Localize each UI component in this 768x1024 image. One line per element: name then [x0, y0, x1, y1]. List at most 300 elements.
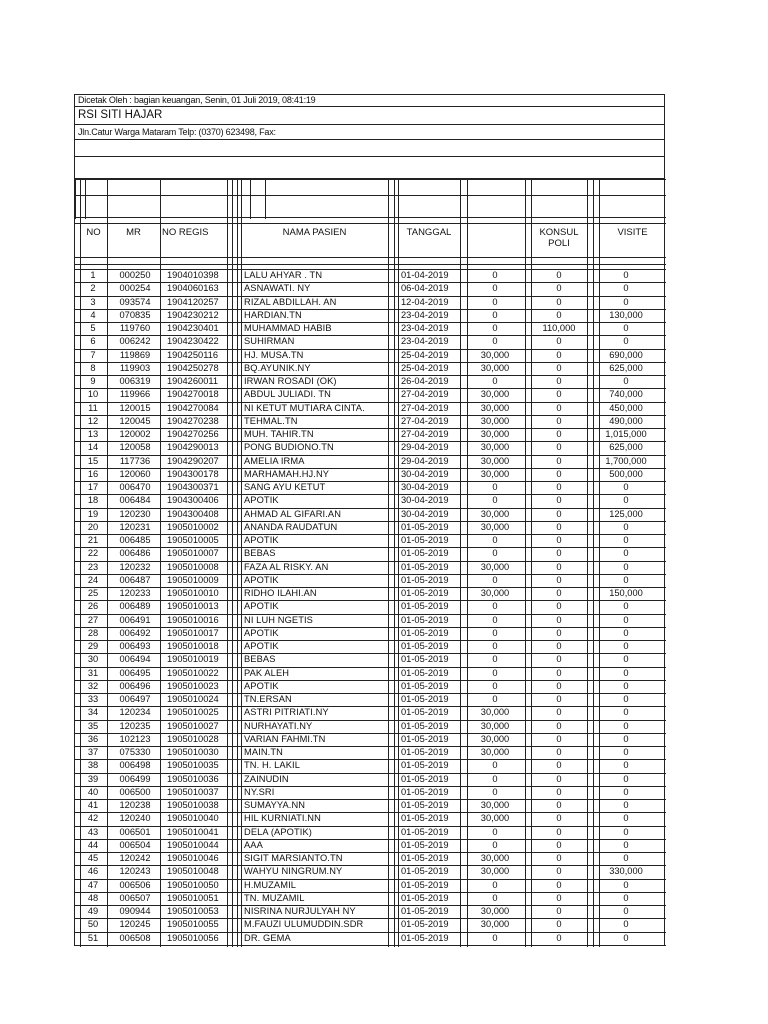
table-row: [75, 706, 666, 719]
cell-visite: 0: [623, 707, 629, 718]
cell-tanggal: 01-05-2019: [401, 574, 449, 585]
grid-line: [265, 179, 266, 219]
cell-tanggal: 01-05-2019: [401, 760, 449, 771]
cell-tanggal: 01-05-2019: [401, 641, 449, 651]
cell-mr: 006499: [119, 773, 151, 784]
cell-no-regis: 1904290013: [167, 442, 219, 453]
cell-konsul-poli: 0: [556, 654, 562, 665]
cell-nama-pasien: VARIAN FAHMI.TN: [244, 733, 326, 744]
cell-no: 5: [90, 323, 96, 333]
cell-konsul-poli: 0: [556, 720, 562, 731]
cell-konsul-poli: 0: [556, 415, 562, 426]
cell-nama-pasien: APOTIK: [244, 641, 279, 651]
cell-konsul: 0: [492, 574, 498, 585]
cell-konsul-poli: 0: [556, 309, 562, 320]
cell-konsul: 30,000: [480, 455, 510, 466]
cell-visite: 0: [623, 667, 629, 678]
cell-konsul: 0: [492, 323, 498, 333]
cell-tanggal: 30-04-2019: [401, 468, 449, 479]
cell-no: 34: [87, 707, 99, 718]
cell-konsul-poli: 0: [556, 521, 562, 532]
cell-tanggal: 01-05-2019: [401, 627, 449, 638]
cell-nama-pasien: HARDIAN.TN: [244, 309, 302, 320]
cell-mr: 006486: [119, 548, 151, 559]
cell-tanggal: 01-05-2019: [401, 786, 449, 797]
column-header-nama-pasien: NAMA PASIEN: [282, 227, 347, 238]
cell-konsul-poli: 0: [556, 362, 562, 373]
cell-konsul: 0: [492, 694, 498, 704]
cell-tanggal: 01-04-2019: [401, 270, 449, 280]
cell-nama-pasien: AMELIA IRMA: [244, 455, 305, 466]
cell-no: 14: [87, 442, 99, 453]
cell-nama-pasien: BEBAS: [244, 548, 276, 559]
cell-no: 29: [87, 641, 99, 651]
cell-visite: 0: [623, 296, 629, 307]
cell-mr: 006494: [119, 654, 151, 665]
grid-line: [75, 179, 666, 180]
cell-konsul-poli: 0: [556, 508, 562, 519]
cell-konsul-poli: 0: [556, 680, 562, 691]
cell-konsul: 30,000: [480, 561, 510, 572]
cell-konsul-poli: 0: [556, 919, 562, 930]
cell-mr: 000250: [119, 270, 151, 280]
cell-visite: 0: [623, 813, 629, 824]
cell-mr: 006319: [119, 376, 151, 386]
cell-no-regis: 1904230212: [167, 309, 219, 320]
column-header-konsul-line: KONSUL: [539, 227, 579, 238]
cell-no-regis: 1904270084: [167, 402, 219, 413]
cell-mr: 120238: [119, 800, 151, 810]
cell-nama-pasien: HIL KURNIATI.NN: [244, 813, 321, 824]
cell-mr: 070835: [119, 309, 151, 320]
cell-konsul: 30,000: [480, 720, 510, 731]
cell-tanggal: 12-04-2019: [401, 296, 449, 307]
cell-tanggal: 29-04-2019: [401, 455, 449, 466]
cell-tanggal: 01-05-2019: [401, 733, 449, 744]
cell-no-regis: 1904270256: [167, 429, 219, 439]
cell-tanggal: 23-04-2019: [401, 323, 449, 333]
cell-konsul-poli: 0: [556, 614, 562, 625]
column-header-mr: MR: [126, 227, 141, 238]
cell-nama-pasien: RIZAL ABDILLAH. AN: [244, 296, 337, 307]
cell-no: 30: [87, 654, 99, 665]
cell-konsul: 0: [492, 932, 498, 943]
cell-no-regis: 1905010048: [167, 866, 219, 877]
cell-tanggal: 23-04-2019: [401, 309, 449, 320]
cell-nama-pasien: TN.ERSAN: [244, 694, 292, 704]
cell-konsul-poli: 0: [556, 548, 562, 559]
cell-konsul: 0: [492, 839, 498, 850]
table-row: [75, 879, 666, 892]
cell-konsul: 30,000: [480, 362, 510, 373]
cell-konsul: 30,000: [480, 813, 510, 824]
cell-no-regis: 1905010022: [167, 667, 219, 678]
cell-konsul-poli: 0: [556, 932, 562, 943]
cell-no-regis: 1905010008: [167, 561, 219, 572]
cell-nama-pasien: SUMAYYA.NN: [244, 800, 306, 810]
cell-konsul: 30,000: [480, 707, 510, 718]
cell-nama-pasien: APOTIK: [244, 574, 279, 585]
cell-konsul: 0: [492, 548, 498, 559]
cell-no: 10: [87, 389, 99, 400]
cell-konsul-poli: 0: [556, 270, 562, 280]
cell-no-regis: 1905010009: [167, 574, 219, 585]
cell-visite: 1,015,000: [605, 429, 647, 439]
cell-visite: 0: [623, 323, 629, 333]
table-row: [75, 773, 666, 786]
cell-no-regis: 1905010017: [167, 627, 219, 638]
cell-konsul-poli: 0: [556, 760, 562, 771]
cell-mr: 006496: [119, 680, 151, 691]
cell-visite: 450,000: [609, 402, 643, 413]
table-row: [75, 521, 666, 534]
cell-nama-pasien: PONG BUDIONO.TN: [244, 442, 334, 453]
cell-visite: 0: [623, 747, 629, 757]
cell-visite: 0: [623, 720, 629, 731]
cell-no: 28: [87, 627, 99, 638]
cell-no-regis: 1905010018: [167, 641, 219, 651]
cell-no-regis: 1905010040: [167, 813, 219, 824]
cell-konsul: 30,000: [480, 468, 510, 479]
cell-konsul-poli: 0: [556, 839, 562, 850]
cell-konsul: 30,000: [480, 733, 510, 744]
cell-tanggal: 01-05-2019: [401, 866, 449, 877]
cell-tanggal: 01-05-2019: [401, 588, 449, 598]
report-sheet: [74, 94, 665, 946]
table-row: [75, 826, 666, 839]
cell-konsul: 30,000: [480, 588, 510, 598]
table-row: [75, 402, 666, 415]
cell-mr: 119966: [119, 389, 151, 400]
cell-konsul-poli: 0: [556, 482, 562, 492]
cell-konsul: 30,000: [480, 906, 510, 916]
table-row: [75, 839, 666, 852]
cell-no: 17: [87, 482, 99, 492]
cell-no: 25: [87, 588, 99, 598]
cell-tanggal: 29-04-2019: [401, 442, 449, 453]
cell-nama-pasien: NI KETUT MUTIARA CINTA.: [244, 402, 365, 413]
cell-konsul-poli: 0: [556, 773, 562, 784]
cell-mr: 120233: [119, 588, 151, 598]
table-row: [75, 614, 666, 627]
cell-mr: 006495: [119, 667, 151, 678]
cell-konsul-poli: 0: [556, 455, 562, 466]
cell-konsul: 0: [492, 773, 498, 784]
cell-no: 26: [87, 601, 99, 612]
cell-tanggal: 01-05-2019: [401, 707, 449, 718]
cell-visite: 0: [623, 654, 629, 665]
cell-visite: 0: [623, 800, 629, 810]
hospital-name-row: [75, 107, 664, 125]
table-row: [75, 587, 666, 600]
cell-nama-pasien: ABDUL JULIADI. TN: [244, 389, 331, 400]
cell-no-regis: 1905010013: [167, 601, 219, 612]
cell-tanggal: 01-05-2019: [401, 747, 449, 757]
cell-visite: 0: [623, 482, 629, 492]
cell-no-regis: 1905010035: [167, 760, 219, 771]
cell-mr: 006492: [119, 627, 151, 638]
cell-nama-pasien: MARHAMAH.HJ.NY: [244, 468, 330, 479]
cell-no-regis: 1905010007: [167, 548, 219, 559]
cell-konsul-poli: 0: [556, 574, 562, 585]
cell-tanggal: 01-05-2019: [401, 919, 449, 930]
cell-no-regis: 1904300406: [167, 495, 219, 506]
cell-tanggal: 01-05-2019: [401, 892, 449, 903]
cell-konsul-poli: 0: [556, 495, 562, 506]
table-row: [75, 481, 666, 494]
cell-no-regis: 1905010055: [167, 919, 219, 930]
cell-mr: 120230: [119, 508, 151, 519]
cell-konsul: 30,000: [480, 866, 510, 877]
cell-visite: 0: [623, 574, 629, 585]
cell-konsul: 30,000: [480, 349, 510, 360]
table-row: [75, 640, 666, 653]
table-row: [75, 720, 666, 733]
cell-no-regis: 1905010044: [167, 839, 219, 850]
cell-nama-pasien: M.FAUZI ULUMUDDIN.SDR: [244, 919, 364, 930]
cell-tanggal: 01-05-2019: [401, 694, 449, 704]
print-info-row: [75, 95, 664, 107]
table-row: [75, 547, 666, 560]
cell-mr: 120232: [119, 561, 151, 572]
cell-no: 27: [87, 614, 99, 625]
cell-mr: 006501: [119, 826, 151, 837]
table-row: [75, 918, 666, 931]
cell-no: 2: [90, 283, 96, 294]
cell-nama-pasien: WAHYU NINGRUM.NY: [244, 866, 343, 877]
cell-no-regis: 1904270018: [167, 389, 219, 400]
cell-visite: 0: [623, 535, 629, 545]
cell-tanggal: 01-05-2019: [401, 601, 449, 612]
cell-visite: 0: [623, 521, 629, 532]
cell-no: 41: [87, 800, 99, 810]
cell-konsul-poli: 0: [556, 601, 562, 612]
cell-nama-pasien: AAA: [244, 839, 263, 850]
table-row: [75, 441, 666, 454]
cell-tanggal: 27-04-2019: [401, 415, 449, 426]
cell-tanggal: 30-04-2019: [401, 508, 449, 519]
table-row: [75, 388, 666, 401]
cell-no-regis: 1905010053: [167, 906, 219, 916]
cell-nama-pasien: LALU AHYAR . TN: [244, 270, 323, 280]
cell-no: 20: [87, 521, 99, 532]
cell-no: 38: [87, 760, 99, 771]
cell-nama-pasien: SIGIT MARSIANTO.TN: [244, 853, 343, 863]
cell-tanggal: 01-05-2019: [401, 561, 449, 572]
cell-mr: 006485: [119, 535, 151, 545]
cell-no-regis: 1905010056: [167, 932, 219, 943]
cell-nama-pasien: BQ.AYUNIK.NY: [244, 362, 311, 373]
cell-visite: 490,000: [609, 415, 643, 426]
cell-konsul-poli: 0: [556, 906, 562, 916]
cell-konsul-poli: 0: [556, 588, 562, 598]
cell-visite: 0: [623, 906, 629, 916]
cell-no-regis: 1905010051: [167, 892, 219, 903]
cell-visite: 0: [623, 601, 629, 612]
cell-mr: 119903: [119, 362, 151, 373]
cell-konsul: 30,000: [480, 415, 510, 426]
table-row: [75, 812, 666, 825]
cell-no: 11: [88, 402, 98, 413]
cell-no-regis: 1904230401: [167, 323, 219, 333]
cell-visite: 690,000: [609, 349, 643, 360]
blank-row: [75, 140, 664, 157]
cell-no: 18: [87, 495, 99, 506]
cell-konsul: 30,000: [480, 853, 510, 863]
cell-tanggal: 01-05-2019: [401, 680, 449, 691]
cell-no-regis: 1905010002: [167, 521, 219, 532]
cell-nama-pasien: APOTIK: [244, 627, 279, 638]
cell-no: 13: [87, 429, 99, 439]
cell-visite: 1,700,000: [605, 455, 647, 466]
grid-line: [250, 179, 251, 219]
table-row: [75, 335, 666, 348]
cell-mr: 120240: [119, 813, 151, 824]
blank-row: [75, 157, 664, 179]
cell-tanggal: 01-05-2019: [401, 853, 449, 863]
cell-no: 47: [87, 879, 99, 890]
cell-konsul: 30,000: [480, 402, 510, 413]
cell-tanggal: 01-05-2019: [401, 667, 449, 678]
table-row: [75, 680, 666, 693]
cell-no-regis: 1904300371: [167, 482, 219, 492]
patient-table: [75, 179, 666, 947]
cell-konsul-poli: 0: [556, 707, 562, 718]
cell-konsul: 30,000: [480, 919, 510, 930]
cell-konsul: 0: [492, 376, 498, 386]
table-row: [75, 269, 666, 282]
cell-visite: 0: [623, 641, 629, 651]
cell-tanggal: 01-05-2019: [401, 826, 449, 837]
cell-konsul: 0: [492, 892, 498, 903]
cell-konsul-poli: 0: [556, 468, 562, 479]
cell-tanggal: 01-05-2019: [401, 720, 449, 731]
cell-nama-pasien: NI LUH NGETIS: [244, 614, 313, 625]
cell-tanggal: 30-04-2019: [401, 495, 449, 506]
cell-mr: 102123: [119, 733, 151, 744]
table-row: [75, 282, 666, 295]
cell-konsul-poli: 0: [556, 336, 562, 347]
cell-nama-pasien: H.MUZAMIL: [244, 879, 297, 890]
cell-visite: 740,000: [609, 389, 643, 400]
cell-visite: 0: [623, 376, 629, 386]
cell-tanggal: 01-05-2019: [401, 800, 449, 810]
table-row: [75, 508, 666, 521]
cell-mr: 120058: [119, 442, 151, 453]
cell-no-regis: 1905010046: [167, 853, 219, 863]
cell-nama-pasien: TN. MUZAMIL: [244, 892, 305, 903]
cell-tanggal: 01-05-2019: [401, 535, 449, 545]
cell-nama-pasien: APOTIK: [244, 535, 279, 545]
cell-mr: 006489: [119, 601, 151, 612]
cell-no: 50: [87, 919, 99, 930]
cell-konsul-poli: 0: [556, 667, 562, 678]
cell-visite: 150,000: [609, 588, 643, 598]
cell-visite: 0: [623, 932, 629, 943]
cell-visite: 625,000: [609, 442, 643, 453]
cell-nama-pasien: IRWAN ROSADI (OK): [244, 376, 337, 386]
cell-mr: 006487: [119, 574, 151, 585]
cell-mr: 120045: [119, 415, 151, 426]
cell-mr: 000254: [119, 283, 151, 294]
cell-konsul: 0: [492, 309, 498, 320]
table-row: [75, 349, 666, 362]
cell-visite: 0: [623, 614, 629, 625]
cell-nama-pasien: FAZA AL RISKY. AN: [244, 561, 329, 572]
cell-no-regis: 1905010050: [167, 879, 219, 890]
cell-konsul-poli: 0: [556, 879, 562, 890]
cell-mr: 006470: [119, 482, 151, 492]
cell-mr: 006498: [119, 760, 151, 771]
table-row: [75, 534, 666, 547]
table-row: [75, 415, 666, 428]
cell-no-regis: 1904230422: [167, 336, 219, 347]
table-row: [75, 892, 666, 905]
cell-mr: 120015: [119, 402, 151, 413]
cell-no: 45: [87, 853, 99, 863]
grid-line: [75, 223, 666, 224]
cell-visite: 0: [623, 548, 629, 559]
cell-konsul-poli: 0: [556, 733, 562, 744]
table-row: [75, 667, 666, 680]
cell-konsul: 0: [492, 535, 498, 545]
cell-konsul: 0: [492, 482, 498, 492]
cell-konsul-poli: 0: [556, 442, 562, 453]
cell-tanggal: 01-05-2019: [401, 906, 449, 916]
cell-nama-pasien: DR. GEMA: [244, 932, 291, 943]
cell-visite: 125,000: [609, 508, 643, 519]
cell-konsul-poli: 0: [556, 826, 562, 837]
cell-no-regis: 1905010025: [167, 707, 219, 718]
cell-konsul: 0: [492, 680, 498, 691]
cell-mr: 090944: [119, 906, 151, 916]
cell-visite: 0: [623, 627, 629, 638]
cell-konsul-poli: 110,000: [542, 323, 576, 333]
table-row: [75, 296, 666, 309]
cell-visite: 625,000: [609, 362, 643, 373]
table-row: [75, 309, 666, 322]
table-row: [75, 932, 666, 945]
address-row: [75, 125, 664, 140]
cell-nama-pasien: ASNAWATI. NY: [244, 283, 311, 294]
cell-no-regis: 1905010037: [167, 786, 219, 797]
cell-no-regis: 1904250278: [167, 362, 219, 373]
cell-visite: 0: [623, 733, 629, 744]
cell-visite: 0: [623, 879, 629, 890]
cell-mr: 006508: [119, 932, 151, 943]
cell-mr: 006493: [119, 641, 151, 651]
cell-no-regis: 1904300408: [167, 508, 219, 519]
hospital-name: RSI SITI HAJAR: [78, 109, 163, 121]
cell-nama-pasien: APOTIK: [244, 680, 279, 691]
column-header-visite: VISITE: [617, 227, 648, 238]
cell-nama-pasien: AHMAD AL GIFARI.AN: [244, 508, 342, 519]
cell-mr: 006500: [119, 786, 151, 797]
table-row: [75, 600, 666, 613]
cell-no: 51: [87, 932, 99, 943]
cell-nama-pasien: ANANDA RAUDATUN: [244, 521, 338, 532]
cell-konsul-poli: 0: [556, 641, 562, 651]
cell-konsul: 0: [492, 495, 498, 506]
cell-konsul-poli: 0: [556, 800, 562, 810]
cell-konsul: 0: [492, 879, 498, 890]
cell-mr: 006506: [119, 879, 151, 890]
table-row: [75, 905, 666, 918]
cell-konsul: 30,000: [480, 747, 510, 757]
cell-konsul: 0: [492, 614, 498, 625]
cell-konsul-poli: 0: [556, 627, 562, 638]
cell-no: 16: [87, 468, 99, 479]
